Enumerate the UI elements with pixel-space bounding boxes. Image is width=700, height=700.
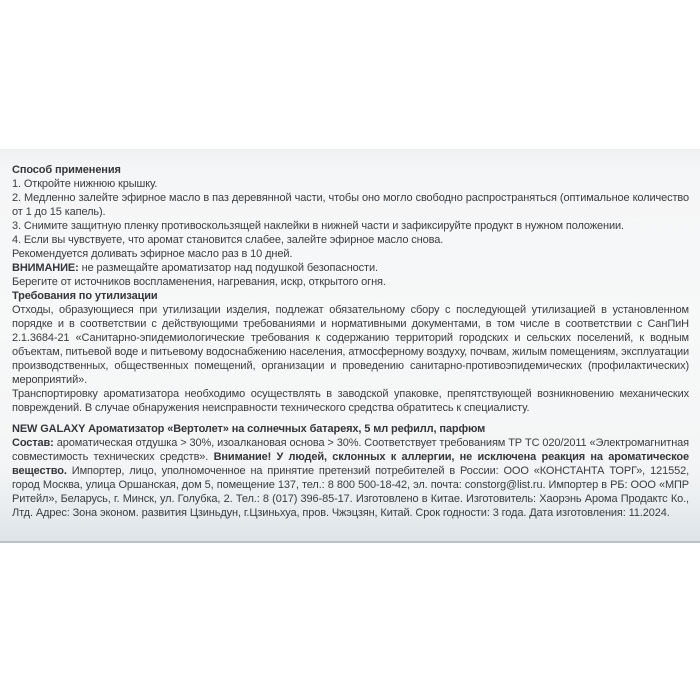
text-run: 1. Откройте нижнюю крышку.: [12, 178, 158, 190]
text-run: Отходы, образующиеся при утилизации изделия, подлежат обязательному сбору с последующей утилизацией в установленном порядке и в соответствии с действующими требованиями и нормативными документами, в том числе в соответствии с СанПиН 2.1.3684-21 «Санитарно-эпидемиологические требования к содержанию территорий городских и сельских поселений, к водным объектам, питьевой воде и питьевому водоснабжению населения, атмосферному воздуху, почвам, жилым помещениям, эксплуатации производственных, общественных помещений, организации и проведению санитарно-противоэпидемических (профилактических) мероприятий».: [12, 304, 689, 386]
section-heading: [12, 289, 689, 303]
text-line: [12, 303, 689, 387]
text-run: Берегите от источников воспламенения, нагревания, искр, открытого огня.: [12, 276, 386, 288]
bold-text-run: ВНИМАНИЕ:: [12, 262, 82, 274]
text-run: 4. Если вы чувствуете, что аромат становится слабее, залейте эфирное масло снова.: [12, 234, 444, 246]
text-run: Импортер, лицо, уполномоченное на принятие претензий потребителей в России: ООО «КОНСТАНТА ТОРГ», 121552, город Москва, улица Оршанская, дом 5, помещение 137, тел.: 8 800 500-18-42, эл. почта: constorg@list.ru. Импортер в РБ: ООО «МПР Ритейл», Беларусь, г. Минск, ул. Голубка, 2. Тел.: 8 (017) 396-85-17. Изготовлено в Китае. Изготовитель: Хаорэнь Арома Продактс Ко., Лтд. Адрес: Зона эконом. развития Цзиньдун, г.Цзиньхуа, пров. Чжэцзян, Китай. Срок годности: 3 года. Дата изготовления: 11.2024.: [12, 465, 690, 519]
text-line: [12, 387, 689, 415]
text-run: Рекомендуется доливать эфирное масло раз в 10 дней.: [12, 248, 293, 260]
section-heading: [12, 163, 689, 177]
text-line: [12, 275, 689, 289]
text-line: [12, 261, 689, 275]
product-title-line: [12, 422, 689, 436]
text-line: [12, 247, 689, 261]
bold-text-run: Состав:: [12, 437, 57, 449]
bold-text-run: Внимание! У людей, склонных к аллергии, не исключена реакция на ароматическое вещество.: [12, 451, 690, 477]
bold-text-run: Способ применения: [12, 164, 121, 176]
text-run: не размещайте ароматизатор над подушкой безопасности.: [81, 262, 378, 274]
text-run: 2. Медленно залейте эфирное масло в паз деревянной части, чтобы оно могло свободно распространяться (оптимальное количество от 1 до 15 капель).: [12, 192, 689, 218]
text-line: [12, 219, 689, 233]
product-label: [0, 149, 700, 543]
bold-text-run: Требования по утилизации: [12, 290, 158, 302]
text-line: [12, 191, 689, 219]
text-run: Транспортировку ароматизатора необходимо осуществлять в заводской упаковке, препятствующей возникновению механических повреждений. В случае обнаружения неисправности технического средства обратитесь к специалисту.: [12, 388, 689, 414]
text-run: ароматическая отдушка > 30%, изоалкановая основа > 30%. Соответствует требованиям ТР ТС 020/2011 «Электромагнитная совместимость технических средств».: [12, 437, 689, 463]
text-line: [12, 436, 689, 520]
bold-text-run: NEW GALAXY Ароматизатор «Вертолет» на солнечных батареях, 5 мл рефилл, парфюм: [12, 423, 486, 435]
text-run: 3. Снимите защитную пленку противоскользящей наклейки в нижней части и зафиксируйте продукт в нужном положении.: [12, 220, 624, 232]
text-line: [12, 177, 689, 191]
text-line: [12, 233, 689, 247]
label-text-content: [0, 150, 700, 520]
